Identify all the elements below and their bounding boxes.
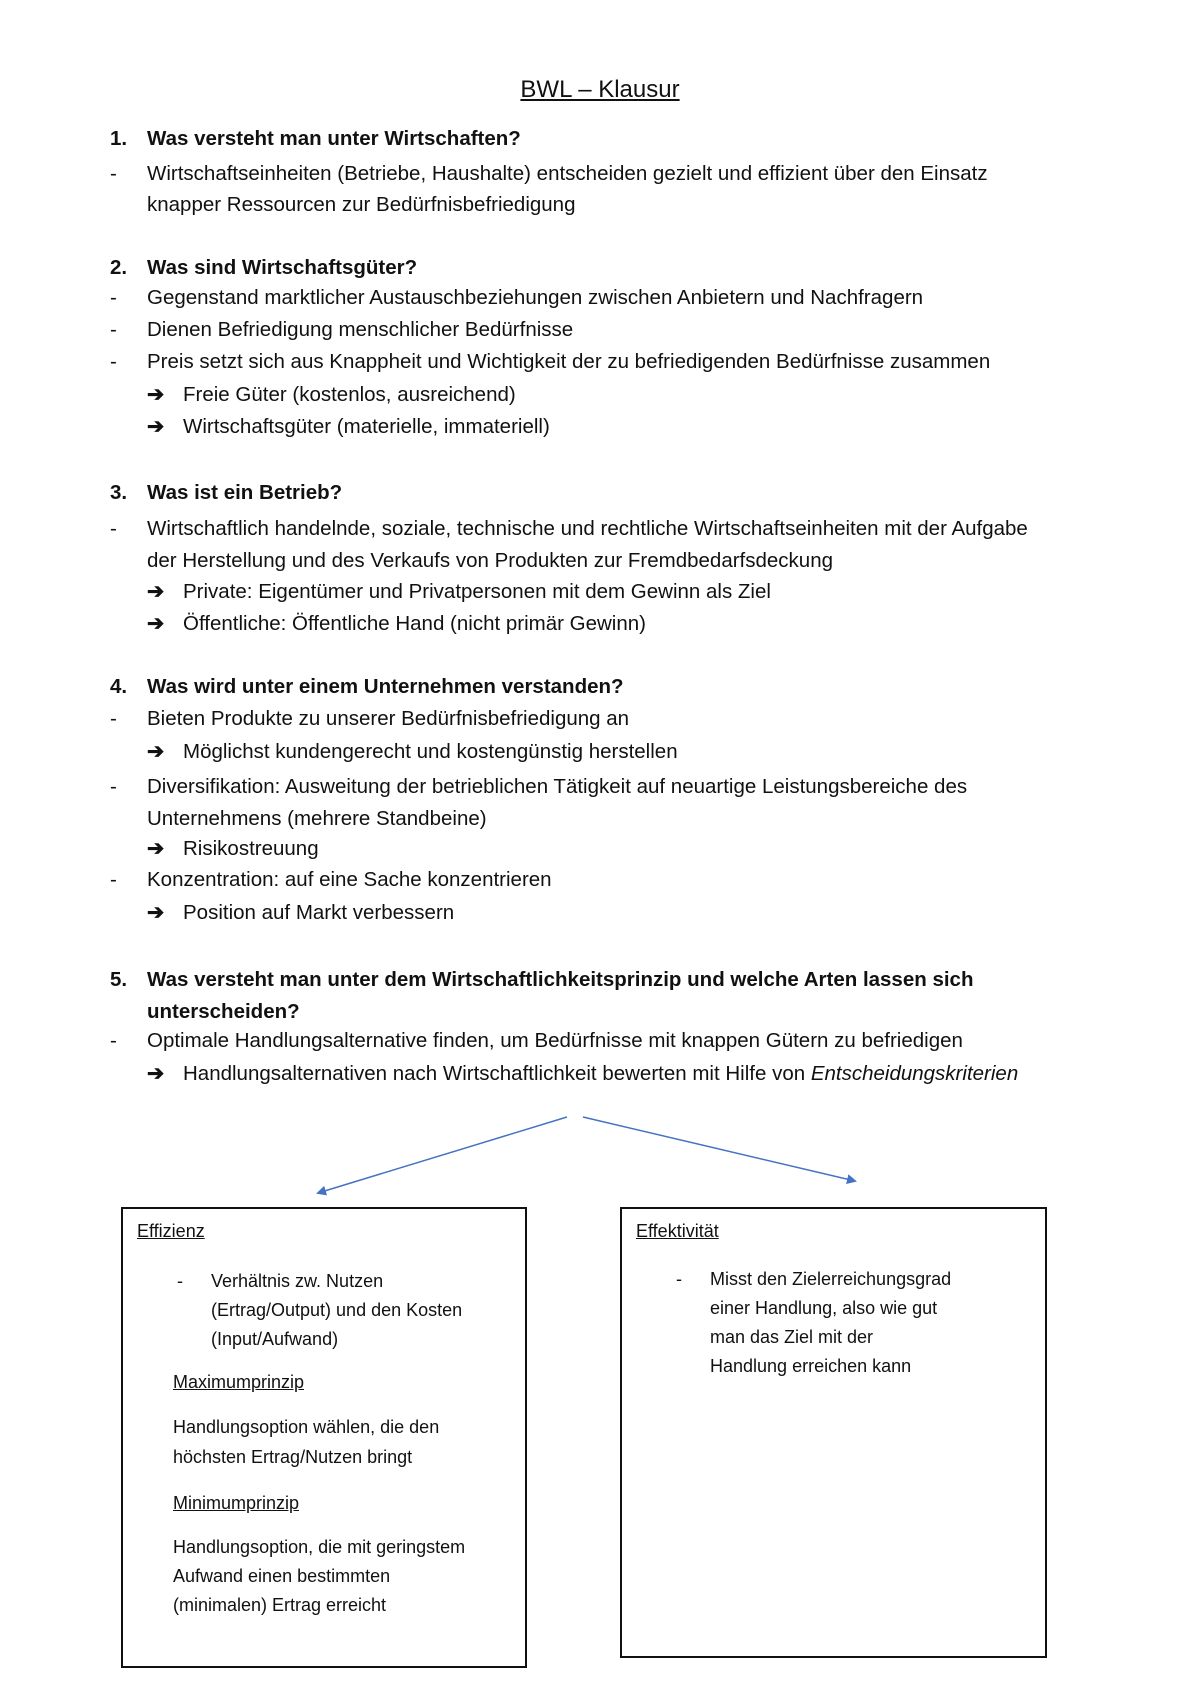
bullet: - Preis setzt sich aus Knappheit und Wichtigkeit der zu befriedigenden Bedürfnisse zusammen [110,350,991,373]
arrow-item: ➔ Position auf Markt verbessern [147,901,455,924]
question-2: 2. Was sind Wirtschaftsgüter? [110,256,418,279]
minimumprinzip-heading: Minimumprinzip [173,1493,300,1513]
bullet: - Wirtschaftseinheiten (Betriebe, Haushalte) entscheiden gezielt und effizient über den Einsatz knapper Ressourcen zur Bedürfnisbefriedigung [110,158,988,220]
bullet: - Konzentration: auf eine Sache konzentrieren [110,868,552,891]
question-5: 5. Was versteht man unter dem Wirtschaftlichkeitsprinzip und welche Arten lassen sich unterscheiden? [110,968,974,1023]
question-4: 4. Was wird unter einem Unternehmen verstanden? [110,675,624,698]
arrow-right-icon: ➔ [147,1062,165,1085]
minimumprinzip-text: Handlungsoption, die mit geringstem Aufwand einen bestimmten (minimalen) Ertrag erreicht [173,1537,466,1615]
arrow-item: ➔ Private: Eigentümer und Privatpersonen mit dem Gewinn als Ziel [147,580,771,603]
arrow-right-icon: ➔ [147,383,165,406]
box-effizienz-bullet: - Verhältnis zw. Nutzen (Ertrag/Output) und den Kosten (Input/Aufwand) [177,1271,463,1349]
arrow-item: ➔ Möglichst kundengerecht und kostengünstig herstellen [147,740,678,763]
bullet: - Bieten Produkte zu unserer Bedürfnisbefriedigung an [110,707,630,730]
arrow-item: ➔ Öffentliche: Öffentliche Hand (nicht primär Gewinn) [147,612,646,635]
arrow-right-icon: ➔ [147,580,165,603]
maximumprinzip-heading: Maximumprinzip [173,1372,305,1392]
arrow-right-icon: ➔ [147,837,165,860]
box-effektivitaet [620,1207,1047,1658]
question-1: 1. Was versteht man unter Wirtschaften? [110,127,521,150]
arrow-right-icon: ➔ [147,740,165,763]
arrow-right-icon: ➔ [147,901,165,924]
box-effizienz-title: Effizienz [137,1221,205,1241]
arrow-item: ➔ Risikostreuung [147,837,319,860]
bullet: - Gegenstand marktlicher Austauschbeziehungen zwischen Anbietern und Nachfragern [110,286,924,309]
box-effizienz [121,1207,527,1668]
box-effektivitaet-title: Effektivität [636,1221,719,1241]
box-effektivitaet-bullet: - Misst den Zielerreichungsgrad einer Handlung, also wie gut man das Ziel mit der Handlung erreichen kann [676,1269,952,1376]
connector-arrow-left [318,1117,567,1193]
bullet: - Optimale Handlungsalternative finden, um Bedürfnisse mit knappen Gütern zu befriedigen [110,1029,963,1052]
arrow-item: ➔ Freie Güter (kostenlos, ausreichend) [147,383,516,406]
question-3: 3. Was ist ein Betrieb? [110,481,343,504]
arrow-item: ➔ Wirtschaftsgüter (materielle, immateriell) [147,415,550,438]
arrow-item: ➔ Handlungsalternativen nach Wirtschaftlichkeit bewerten mit Hilfe von Entscheidungskriterien [147,1062,1019,1085]
arrow-right-icon: ➔ [147,415,165,438]
maximumprinzip-text: Handlungsoption wählen, die den höchsten Ertrag/Nutzen bringt [173,1417,440,1467]
question-1-text: Was versteht man unter Wirtschaften? [147,127,521,150]
page-title: BWL – Klausur [520,76,680,103]
arrow-right-icon: ➔ [147,612,165,635]
bullet-marker: - [110,162,117,185]
bullet: - Wirtschaftlich handelnde, soziale, technische und rechtliche Wirtschaftseinheiten mit der Aufgabe der Herstellung und des Verkaufs von Produkten zur Fremdbedarfsdeckung [110,517,1028,572]
bullet: - Diversifikation: Ausweitung der betrieblichen Tätigkeit auf neuartige Leistungsbereiche des Unternehmens (mehrere Standbeine) [110,775,968,830]
bullet: - Dienen Befriedigung menschlicher Bedürfnisse [110,318,574,341]
connector-arrow-right [583,1117,855,1181]
